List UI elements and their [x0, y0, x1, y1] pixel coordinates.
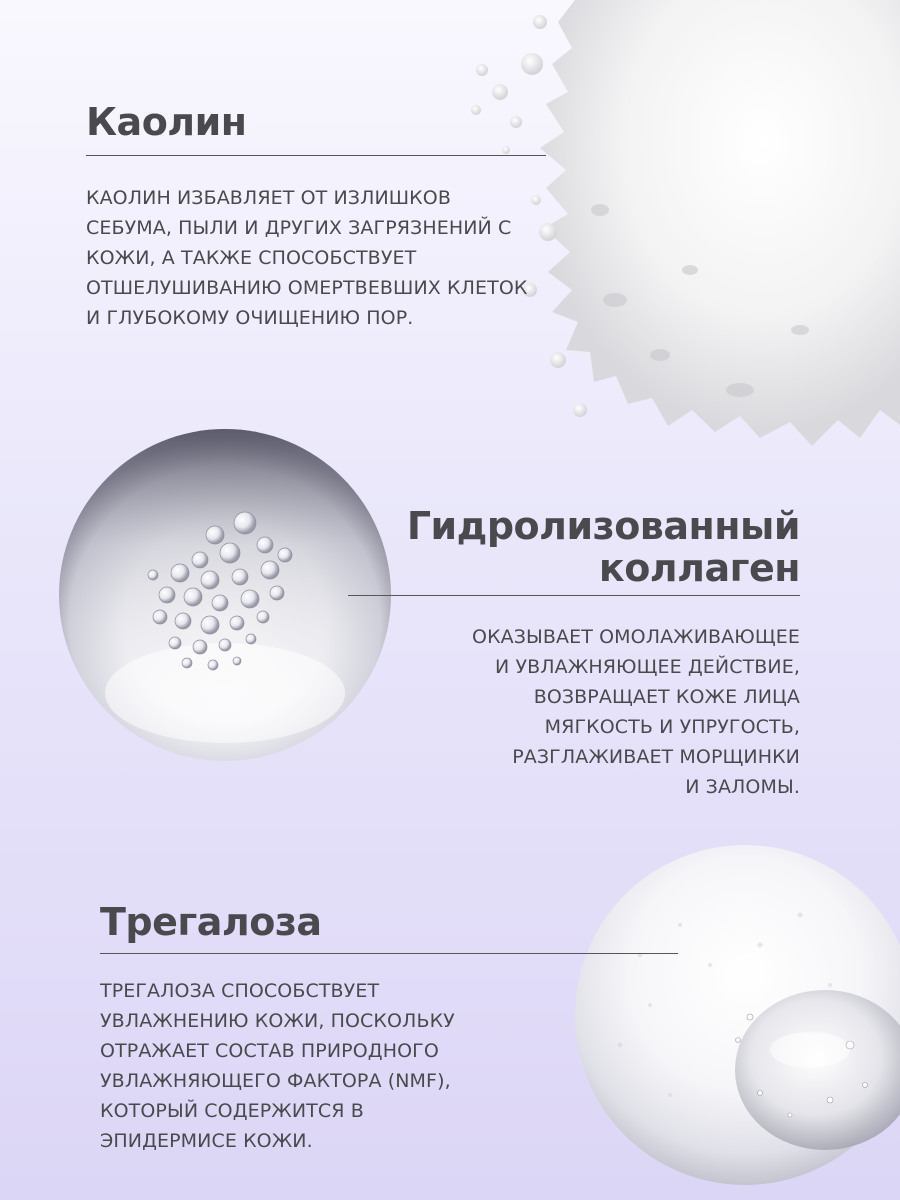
kaolin-line: И ГЛУБОКОМУ ОЧИЩЕНИЮ ПОР.: [86, 307, 414, 329]
trehalose-title: Трегалоза: [100, 900, 322, 944]
collagen-line: МЯГКОСТЬ И УПРУГОСТЬ,: [544, 716, 800, 738]
trehalose-divider: [100, 953, 678, 954]
collagen-description: [472, 622, 800, 802]
kaolin-line: КАОЛИН ИЗБАВЛЯЕТ ОТ ИЗЛИШКОВ: [86, 187, 451, 209]
trehalose-description: [100, 976, 455, 1156]
collagen-line: И ЗАЛОМЫ.: [685, 776, 800, 798]
collagen-title: [407, 506, 800, 590]
collagen-title-line: Гидролизованный: [406, 504, 800, 548]
collagen-line: ОКАЗЫВАЕТ ОМОЛАЖИВАЮЩЕЕ: [472, 626, 800, 648]
trehalose-granules-image: [560, 845, 900, 1185]
kaolin-line: СЕБУМА, ПЫЛИ И ДРУГИХ ЗАГРЯЗНЕНИЙ С: [86, 217, 512, 239]
trehalose-line: УВЛАЖНЕНИЮ КОЖИ, ПОСКОЛЬКУ: [100, 1010, 455, 1032]
kaolin-line: ОТШЕЛУШИВАНИЮ ОМЕРТВЕВШИХ КЛЕТОК: [86, 277, 528, 299]
collagen-gel-drop-image: [55, 425, 395, 765]
collagen-line: ВОЗВРАЩАЕТ КОЖЕ ЛИЦА: [533, 686, 800, 708]
trehalose-line: ЭПИДЕРМИСЕ КОЖИ.: [100, 1130, 313, 1152]
kaolin-line: КОЖИ, А ТАКЖЕ СПОСОБСТВУЕТ: [86, 247, 417, 269]
trehalose-line: ТРЕГАЛОЗА СПОСОБСТВУЕТ: [100, 980, 380, 1002]
collagen-title-line: коллаген: [598, 545, 800, 590]
collagen-line: РАЗГЛАЖИВАЕТ МОРЩИНКИ: [512, 746, 800, 768]
trehalose-line: КОТОРЫЙ СОДЕРЖИТСЯ В: [100, 1100, 364, 1122]
collagen-line: И УВЛАЖНЯЮЩЕЕ ДЕЙСТВИЕ,: [495, 656, 800, 678]
kaolin-description: [86, 183, 527, 333]
trehalose-line: УВЛАЖНЯЮЩЕГО ФАКТОРА (NMF),: [100, 1070, 451, 1092]
trehalose-line: ОТРАЖАЕТ СОСТАВ ПРИРОДНОГО: [100, 1040, 439, 1062]
kaolin-divider: [86, 155, 546, 156]
kaolin-title: Каолин: [86, 100, 247, 144]
collagen-divider: [348, 595, 800, 596]
